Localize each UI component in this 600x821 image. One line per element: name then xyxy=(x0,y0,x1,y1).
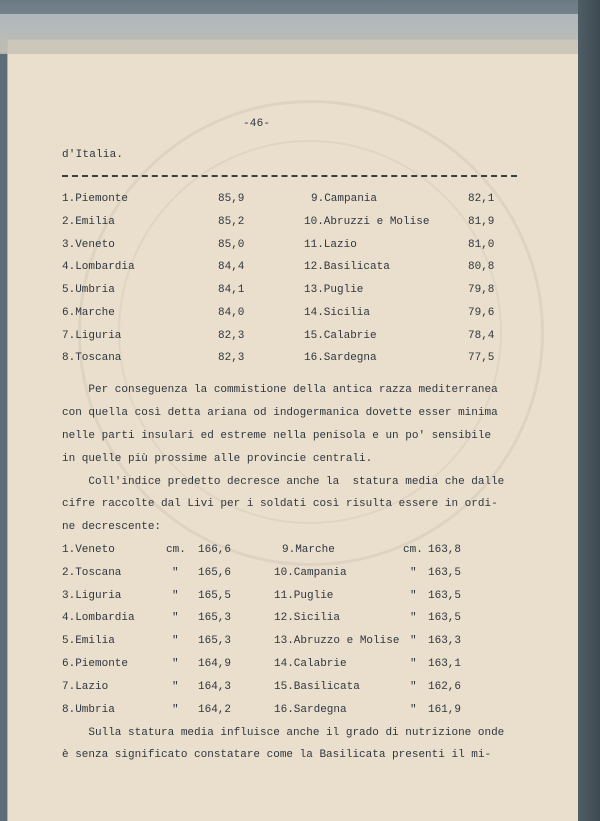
table2-right-unit: " xyxy=(410,590,417,602)
table1-right-value: 81,0 xyxy=(468,239,495,251)
table1-right-value: 79,8 xyxy=(468,284,495,296)
table2-left-region: 3.Liguria xyxy=(62,590,122,602)
table2-left-unit: " xyxy=(172,590,179,602)
table2-left-unit: " xyxy=(172,635,179,647)
paragraph-line: Coll'indice predetto decresce anche la statura media che dalle xyxy=(62,476,505,488)
table1-right-value: 80,8 xyxy=(468,261,495,273)
table2-left-unit: cm. xyxy=(166,544,186,556)
paragraph-line: nelle parti insulari ed estreme nella penisola e un po' sensibile xyxy=(62,430,492,442)
table2-right-value: 162,6 xyxy=(428,681,462,693)
table2-right-unit: " xyxy=(410,681,417,693)
table2-left-region: 5.Emilia xyxy=(62,635,115,647)
table2-left-unit: " xyxy=(172,681,179,693)
table1-right-region: 16.Sardegna xyxy=(304,352,377,364)
table1-left-value: 85,2 xyxy=(218,216,245,228)
table2-left-value: 165,3 xyxy=(198,612,232,624)
table1-left-region: 5.Umbria xyxy=(62,284,115,296)
table1-left-region: 6.Marche xyxy=(62,307,115,319)
table1-right-region: 12.Basilicata xyxy=(304,261,390,273)
table2-left-value: 164,3 xyxy=(198,681,232,693)
table1-left-region: 2.Emilia xyxy=(62,216,115,228)
table2-right-value: 163,5 xyxy=(428,567,462,579)
table1-left-region: 4.Lombardia xyxy=(62,261,135,273)
table1-right-region: 9.Campania xyxy=(311,193,378,205)
table2-left-region: 1.Veneto xyxy=(62,544,115,556)
table2-right-unit: cm. xyxy=(403,544,423,556)
overlying-sheet-edge xyxy=(0,14,585,54)
table2-right-unit: " xyxy=(410,635,417,647)
table2-left-unit: " xyxy=(172,704,179,716)
table2-left-value: 165,3 xyxy=(198,635,232,647)
table1-left-region: 3.Veneto xyxy=(62,239,115,251)
table1-right-value: 81,9 xyxy=(468,216,495,228)
table2-right-region: 9.Marche xyxy=(282,544,335,556)
table2-right-region: 11.Puglie xyxy=(274,590,334,602)
table1-left-region: 8.Toscana xyxy=(62,352,122,364)
table2-left-value: 166,6 xyxy=(198,544,232,556)
table2-right-unit: " xyxy=(410,612,417,624)
paragraph-line: con quella così detta ariana od indogermanica dovette esser minima xyxy=(62,407,498,419)
table1-left-value: 84,4 xyxy=(218,261,245,273)
table2-left-region: 6.Piemonte xyxy=(62,658,129,670)
table2-left-value: 165,5 xyxy=(198,590,232,602)
paragraph-line: è senza significato constatare come la Basilicata presenti il mi- xyxy=(62,749,492,761)
table2-left-region: 2.Toscana xyxy=(62,567,122,579)
paragraph-line: in quelle più prossime alle provincie centrali. xyxy=(62,453,373,465)
table1-left-value: 84,0 xyxy=(218,307,245,319)
table2-left-value: 164,9 xyxy=(198,658,232,670)
table2-right-value: 163,3 xyxy=(428,635,462,647)
table2-left-region: 4.Lombardia xyxy=(62,612,135,624)
table1-right-region: 10.Abruzzi e Molise xyxy=(304,216,430,228)
table1-left-value: 82,3 xyxy=(218,352,245,364)
paragraph-line: cifre raccolte dal Livi per i soldati così risulta essere in ordi- xyxy=(62,498,498,510)
table2-left-region: 7.Lazio xyxy=(62,681,109,693)
table2-left-value: 165,6 xyxy=(198,567,232,579)
table2-right-region: 16.Sardegna xyxy=(274,704,347,716)
table2-right-unit: " xyxy=(410,704,417,716)
table2-right-region: 14.Calabrie xyxy=(274,658,347,670)
table1-right-region: 13.Puglie xyxy=(304,284,364,296)
table2-right-value: 163,1 xyxy=(428,658,462,670)
table2-left-unit: " xyxy=(172,658,179,670)
table1-right-value: 79,6 xyxy=(468,307,495,319)
table1-left-value: 85,0 xyxy=(218,239,245,251)
table2-right-unit: " xyxy=(410,567,417,579)
table1-left-value: 85,9 xyxy=(218,193,245,205)
table1-right-region: 11.Lazio xyxy=(304,239,357,251)
table1-left-region: 1.Piemonte xyxy=(62,193,129,205)
table1-right-value: 78,4 xyxy=(468,330,495,342)
table2-right-value: 163,5 xyxy=(428,612,462,624)
table1-right-region: 15.Calabrie xyxy=(304,330,377,342)
table1-right-value: 77,5 xyxy=(468,352,495,364)
table2-right-region: 12.Sicilia xyxy=(274,612,341,624)
table1-right-value: 82,1 xyxy=(468,193,495,205)
table2-right-region: 15.Basilicata xyxy=(274,681,360,693)
table2-right-region: 10.Campania xyxy=(274,567,347,579)
table2-right-value: 163,5 xyxy=(428,590,462,602)
table1-right-region: 14.Sicilia xyxy=(304,307,371,319)
paragraph-line: Sulla statura media influisce anche il grado di nutrizione onde xyxy=(62,727,505,739)
table2-right-unit: " xyxy=(410,658,417,670)
table1-left-region: 7.Liguria xyxy=(62,330,122,342)
table2-left-value: 164,2 xyxy=(198,704,232,716)
paragraph-line: Per conseguenza la commistione della antica razza mediterranea xyxy=(62,384,498,396)
table1-left-value: 82,3 xyxy=(218,330,245,342)
table2-right-region: 13.Abruzzo e Molise xyxy=(274,635,400,647)
table1-left-value: 84,1 xyxy=(218,284,245,296)
dashed-rule xyxy=(62,175,517,177)
background-right-edge xyxy=(578,0,600,821)
page-number: -46- xyxy=(243,118,271,130)
intro-line: d'Italia. xyxy=(62,149,124,161)
paragraph-line: ne decrescente: xyxy=(62,521,162,533)
table2-left-region: 8.Umbria xyxy=(62,704,115,716)
table2-right-value: 161,9 xyxy=(428,704,462,716)
table2-right-value: 163,8 xyxy=(428,544,462,556)
table2-left-unit: " xyxy=(172,612,179,624)
table2-left-unit: " xyxy=(172,567,179,579)
